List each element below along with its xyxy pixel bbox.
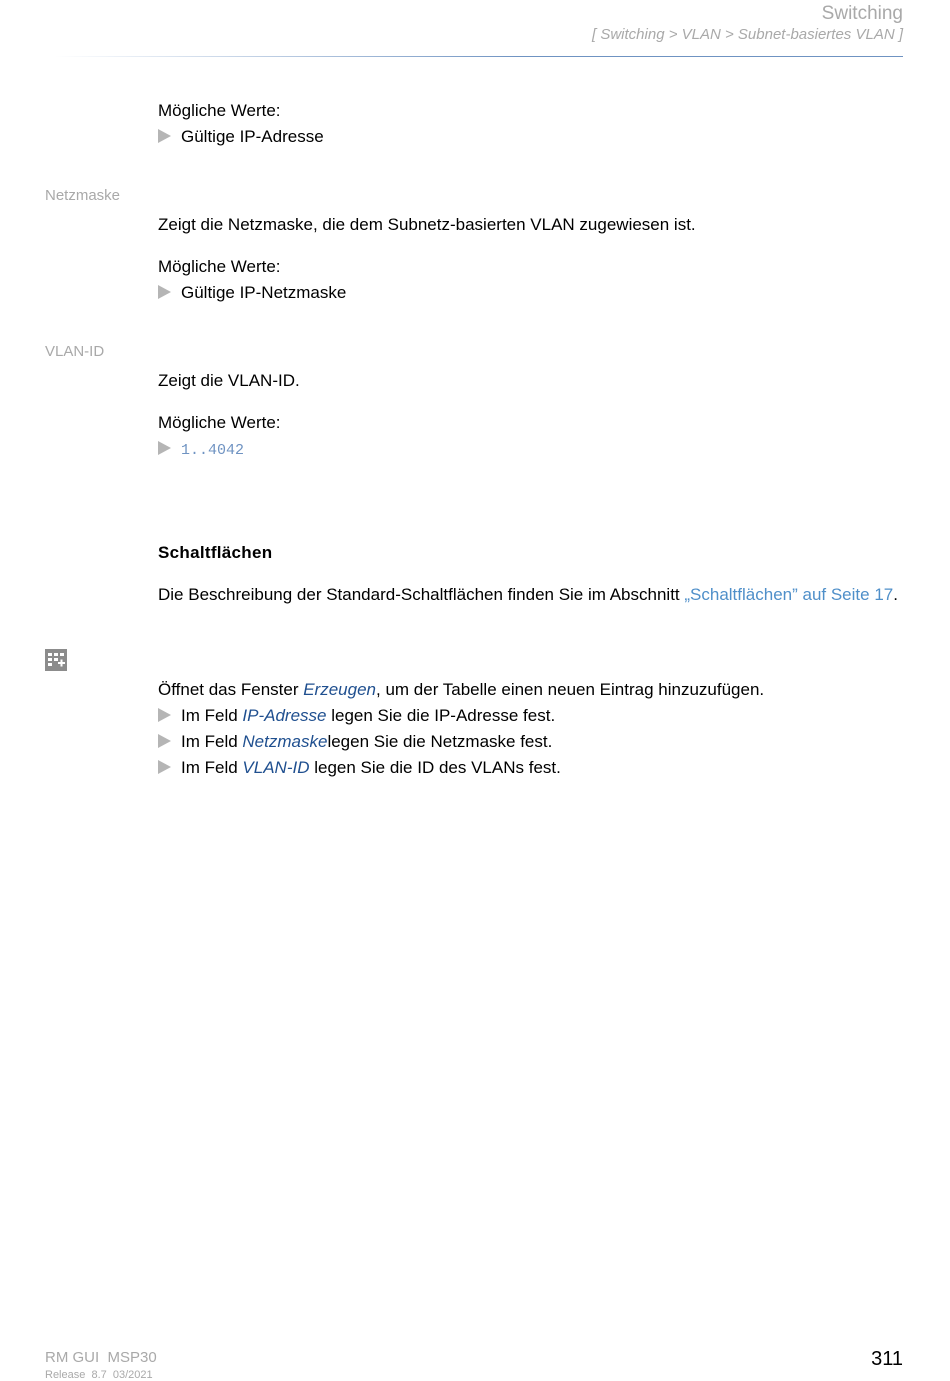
buttons-page-link[interactable]: „Schaltflächen” auf Seite 17: [684, 585, 894, 604]
vlan-id-description: Zeigt die VLAN-ID.: [158, 371, 300, 390]
bullet-arrow-icon: [158, 760, 171, 774]
buttons-text-after: .: [893, 585, 898, 604]
step-field-name: VLAN-ID: [242, 758, 310, 777]
header-divider: [55, 56, 903, 57]
step-prefix: Im Feld: [181, 758, 243, 777]
create-line-prefix: Öffnet das Fenster: [158, 680, 304, 699]
create-step-item: [158, 706, 555, 726]
footer-release: Release 8.7 03/2021: [45, 1369, 153, 1381]
footer-product: RM GUI MSP30: [45, 1349, 157, 1366]
bullet-arrow-icon: [158, 734, 171, 748]
buttons-text-before: Die Beschreibung der Standard-Schaltflächen finden Sie im Abschnitt: [158, 585, 685, 604]
netmask-value-text: Gültige IP-Netzmaske: [181, 283, 347, 302]
buttons-heading: Schaltflächen: [158, 543, 273, 562]
vlan-id-label: VLAN-ID: [45, 343, 105, 360]
netmask-value-item: [158, 283, 346, 303]
create-line-suffix: , um der Tabelle einen neuen Eintrag hinzuzufügen.: [376, 680, 765, 699]
header-title: Switching: [821, 3, 903, 24]
step-field-name: Netzmaske: [242, 732, 328, 751]
create-window-name: Erzeugen: [303, 680, 376, 699]
add-table-entry-icon[interactable]: [45, 649, 67, 671]
vlan-possible-values-label: Mögliche Werte:: [158, 413, 281, 432]
netmask-possible-values-label: Mögliche Werte:: [158, 257, 281, 276]
netmask-description: Zeigt die Netzmaske, die dem Subnetz-basierten VLAN zugewiesen ist.: [158, 215, 696, 234]
ip-value-text: Gültige IP-Adresse: [181, 127, 324, 146]
create-step-item: [158, 758, 561, 778]
bullet-arrow-icon: [158, 285, 171, 299]
netmask-label: Netzmaske: [45, 187, 121, 204]
bullet-arrow-icon: [158, 129, 171, 143]
vlan-value-item: [158, 439, 244, 461]
step-suffix: legen Sie die Netzmaske fest.: [327, 732, 553, 751]
bullet-arrow-icon: [158, 441, 171, 455]
create-step-item: [158, 732, 552, 752]
page-number: 311: [871, 1348, 903, 1370]
step-suffix: legen Sie die ID des VLANs fest.: [309, 758, 561, 777]
step-prefix: Im Feld: [181, 732, 243, 751]
ip-possible-values-label: Mögliche Werte:: [158, 101, 281, 120]
step-suffix: legen Sie die IP-Adresse fest.: [326, 706, 556, 725]
step-prefix: Im Feld: [181, 706, 243, 725]
vlan-value-text: 1..4042: [181, 442, 245, 459]
create-description: [158, 680, 764, 700]
ip-value-item: [158, 127, 324, 147]
step-field-name: IP-Adresse: [242, 706, 327, 725]
buttons-description: [158, 585, 898, 605]
bullet-arrow-icon: [158, 708, 171, 722]
breadcrumb: [ Switching > VLAN > Subnet-basiertes VLAN ]: [592, 26, 903, 43]
